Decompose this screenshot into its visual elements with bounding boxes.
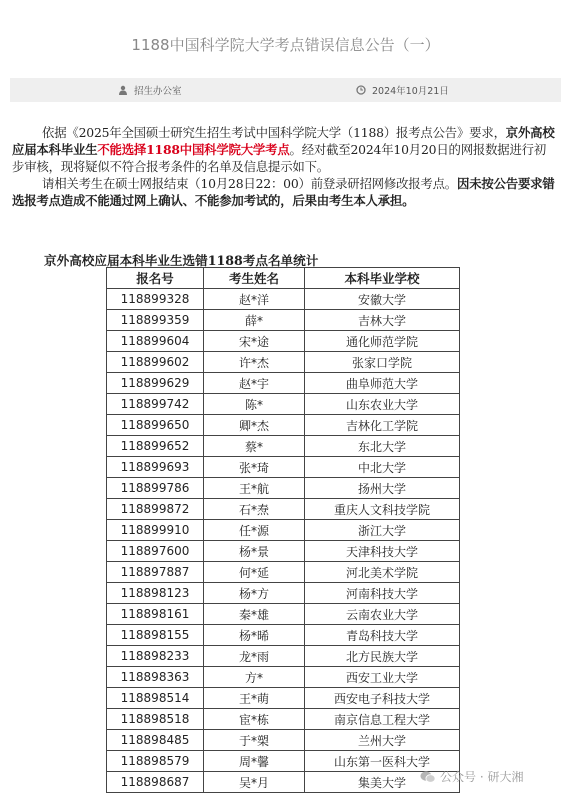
cell-candidate-name: 王*萌 — [204, 688, 305, 709]
cell-registration-no: 118898579 — [107, 751, 204, 772]
cell-candidate-name: 赵*宇 — [204, 373, 305, 394]
cell-candidate-name: 龙*雨 — [204, 646, 305, 667]
table-row — [107, 394, 460, 415]
author-name: 招生办公室 — [134, 86, 182, 97]
cell-registration-no: 118898155 — [107, 625, 204, 646]
table-row — [107, 310, 460, 331]
cell-candidate-name: 于*槊 — [204, 730, 305, 751]
p1-text: 依据《2025年全国硕士研究生招生考试中国科学院大学（1188）报考点公告》要求， — [42, 125, 506, 140]
header-candidate-name: 考生姓名 — [204, 268, 305, 289]
p2-text: 请相关考生在硕士网报结束（10月28日22：00）前登录研招网修改报考点。 — [42, 176, 457, 191]
table-row — [107, 562, 460, 583]
table-row — [107, 646, 460, 667]
cell-candidate-name: 杨*晞 — [204, 625, 305, 646]
clock-icon — [356, 85, 366, 95]
cell-candidate-name: 任*源 — [204, 520, 305, 541]
cell-undergrad-school: 兰州大学 — [305, 730, 460, 751]
cell-registration-no: 118898233 — [107, 646, 204, 667]
article-body — [12, 124, 558, 209]
cell-undergrad-school: 山东农业大学 — [305, 394, 460, 415]
cell-registration-no: 118898363 — [107, 667, 204, 688]
cell-registration-no: 118898514 — [107, 688, 204, 709]
cell-candidate-name: 蔡* — [204, 436, 305, 457]
cell-candidate-name: 方* — [204, 667, 305, 688]
cell-registration-no: 118899910 — [107, 520, 204, 541]
table-row — [107, 772, 460, 793]
table-row — [107, 352, 460, 373]
cell-registration-no: 118899328 — [107, 289, 204, 310]
article-meta-bar — [10, 78, 561, 102]
cell-undergrad-school: 云南农业大学 — [305, 604, 460, 625]
p2-bold: 因未按公告要求错选报考点造成不能通过网上确认、不能参加考试的，后果由考生本人承担。 — [12, 176, 555, 208]
cell-undergrad-school: 浙江大学 — [305, 520, 460, 541]
paragraph-requirement — [12, 124, 558, 175]
wechat-icon — [420, 770, 436, 784]
cell-undergrad-school: 集美大学 — [305, 772, 460, 793]
cell-undergrad-school: 吉林大学 — [305, 310, 460, 331]
p1-bold: 京外高校应届本科毕业生 — [12, 125, 555, 157]
cell-undergrad-school: 扬州大学 — [305, 478, 460, 499]
cell-registration-no: 118898123 — [107, 583, 204, 604]
watermark — [420, 768, 523, 785]
cell-registration-no: 118899602 — [107, 352, 204, 373]
cell-registration-no: 118898687 — [107, 772, 204, 793]
table-row — [107, 415, 460, 436]
table-row — [107, 541, 460, 562]
table-row — [107, 289, 460, 310]
table-row — [107, 457, 460, 478]
cell-undergrad-school: 天津科技大学 — [305, 541, 460, 562]
cell-registration-no: 118899359 — [107, 310, 204, 331]
cell-candidate-name: 周*馨 — [204, 751, 305, 772]
author-item — [118, 83, 182, 97]
cell-candidate-name: 何*延 — [204, 562, 305, 583]
cell-undergrad-school: 东北大学 — [305, 436, 460, 457]
cell-undergrad-school: 张家口学院 — [305, 352, 460, 373]
cell-candidate-name: 卿*杰 — [204, 415, 305, 436]
cell-undergrad-school: 曲阜师范大学 — [305, 373, 460, 394]
candidate-table — [106, 267, 460, 793]
cell-undergrad-school: 南京信息工程大学 — [305, 709, 460, 730]
cell-registration-no: 118898518 — [107, 709, 204, 730]
cell-candidate-name: 杨*方 — [204, 583, 305, 604]
table-row — [107, 331, 460, 352]
table-row — [107, 373, 460, 394]
table-row — [107, 625, 460, 646]
cell-registration-no: 118899604 — [107, 331, 204, 352]
cell-registration-no: 118899650 — [107, 415, 204, 436]
article-title: 1188中国科学院大学考点错误信息公告（一） — [131, 36, 440, 54]
watermark-text: 公众号 · 研大湘 — [440, 770, 524, 784]
table-row — [107, 436, 460, 457]
cell-undergrad-school: 山东第一医科大学 — [305, 751, 460, 772]
cell-undergrad-school: 北方民族大学 — [305, 646, 460, 667]
cell-candidate-name: 薛* — [204, 310, 305, 331]
cell-candidate-name: 吴*月 — [204, 772, 305, 793]
cell-undergrad-school: 西安工业大学 — [305, 667, 460, 688]
cell-undergrad-school: 中北大学 — [305, 457, 460, 478]
cell-undergrad-school: 通化师范学院 — [305, 331, 460, 352]
cell-registration-no: 118898161 — [107, 604, 204, 625]
table-row — [107, 709, 460, 730]
cell-undergrad-school: 河南科技大学 — [305, 583, 460, 604]
cell-candidate-name: 宋*途 — [204, 331, 305, 352]
cell-registration-no: 118897600 — [107, 541, 204, 562]
cell-registration-no: 118899693 — [107, 457, 204, 478]
table-body — [107, 289, 460, 793]
cell-registration-no: 118898485 — [107, 730, 204, 751]
cell-registration-no: 118897887 — [107, 562, 204, 583]
cell-undergrad-school: 安徽大学 — [305, 289, 460, 310]
table-row — [107, 730, 460, 751]
cell-undergrad-school: 重庆人文科技学院 — [305, 499, 460, 520]
table-row — [107, 583, 460, 604]
cell-candidate-name: 王*航 — [204, 478, 305, 499]
p1-red-emphasis: 不能选择1188中国科学院大学考点 — [97, 142, 290, 157]
cell-candidate-name: 许*杰 — [204, 352, 305, 373]
cell-candidate-name: 秦*雄 — [204, 604, 305, 625]
publish-date: 2024年10月21日 — [372, 86, 449, 97]
cell-candidate-name: 宦*栋 — [204, 709, 305, 730]
cell-candidate-name: 赵*洋 — [204, 289, 305, 310]
cell-undergrad-school: 青岛科技大学 — [305, 625, 460, 646]
cell-candidate-name: 陈* — [204, 394, 305, 415]
cell-undergrad-school: 西安电子科技大学 — [305, 688, 460, 709]
cell-registration-no: 118899872 — [107, 499, 204, 520]
user-icon — [118, 85, 128, 95]
table-row — [107, 520, 460, 541]
p1-text-end: 。经对截至2024年10月20日的网报数据进行初步审核，现将疑似不符合报考条件的名单及信息提示如下。 — [12, 142, 547, 174]
table-row — [107, 667, 460, 688]
cell-registration-no: 118899786 — [107, 478, 204, 499]
cell-undergrad-school: 吉林化工学院 — [305, 415, 460, 436]
table-row — [107, 499, 460, 520]
header-undergrad-school: 本科毕业学校 — [305, 268, 460, 289]
table-row — [107, 604, 460, 625]
table-caption: 京外高校应届本科毕业生选错1188考点名单统计 — [44, 253, 319, 268]
table-header-row — [107, 268, 460, 289]
cell-candidate-name: 杨*景 — [204, 541, 305, 562]
paragraph-instruction — [12, 175, 558, 209]
date-item — [356, 83, 449, 97]
header-registration-no: 报名号 — [107, 268, 204, 289]
cell-candidate-name: 石*焘 — [204, 499, 305, 520]
table-row — [107, 688, 460, 709]
table-row — [107, 478, 460, 499]
cell-registration-no: 118899742 — [107, 394, 204, 415]
cell-undergrad-school: 河北美术学院 — [305, 562, 460, 583]
table-row — [107, 751, 460, 772]
cell-registration-no: 118899629 — [107, 373, 204, 394]
cell-candidate-name: 张*琦 — [204, 457, 305, 478]
cell-registration-no: 118899652 — [107, 436, 204, 457]
